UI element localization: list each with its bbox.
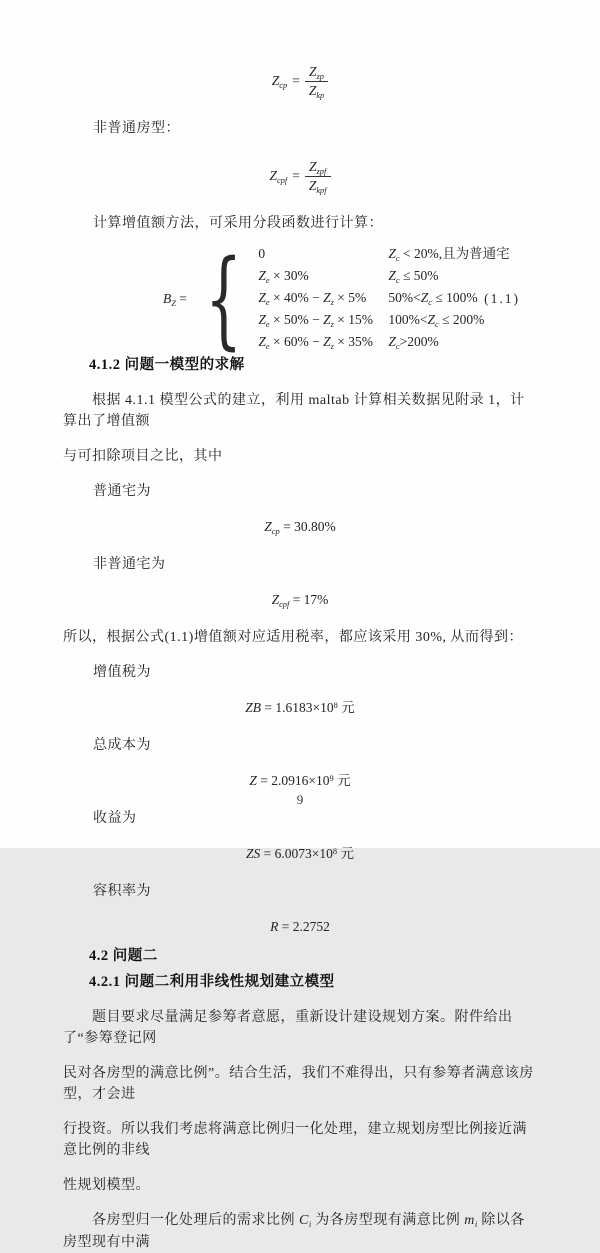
math-segment: × 30% — [269, 268, 309, 283]
math-segment: Z — [264, 519, 272, 534]
math-text — [245, 700, 354, 715]
math-segment: m — [464, 1213, 475, 1228]
math-segment: × 35% — [333, 334, 373, 349]
row-condition — [388, 266, 438, 288]
piecewise-row — [258, 244, 509, 266]
math-segment: ≤ 50% — [399, 268, 439, 283]
math-segment: >200% — [399, 334, 439, 349]
math-segment: ZS — [246, 846, 261, 861]
math-segment: c — [434, 320, 439, 330]
piecewise-equation: $B_Z$ = { 0 $Z_c < 20\%$,且为普通宅 $Z_e \times 30\%$ $Z_c \le 50\%$ $Z_e \times 40\% - Z_z \times 5\%$ $50\%<Z_c \le 100\%$ $Z_e \times 50\% - Z_z \times 15\%$ $100\%<Z_c \le 200\%$ $Z_e \times 60\% - Z_z \times 35\%$ $Z_c>200\%$ (1.1) — [163, 237, 520, 360]
math-segment: z — [330, 342, 334, 352]
math-segment: kp — [316, 90, 325, 100]
math-segment: Z — [271, 592, 280, 607]
piecewise-rows — [258, 244, 509, 354]
math-segment: = 1.6183×10 — [261, 700, 334, 715]
row-condition — [388, 288, 477, 310]
label-vat: 增值税为 — [93, 665, 151, 680]
math-text — [270, 919, 330, 934]
math-segment: 9 — [329, 774, 334, 784]
math-segment: c — [395, 254, 400, 264]
math-segment: Z — [271, 73, 280, 88]
math-segment: c — [395, 342, 400, 352]
math-segment: 100%< — [388, 312, 428, 327]
paragraph-421-line1: 题目要求尽量满足参筹者意愿，重新设计建设规划方案。附件给出了“参筹登记网 — [63, 1010, 513, 1046]
math-segment: Z — [308, 177, 317, 193]
math-segment: Z — [309, 63, 317, 79]
math-segment: × 50% − — [269, 312, 324, 327]
piecewise-row — [258, 332, 509, 354]
row-expression — [258, 288, 388, 310]
page-number: 9 — [296, 792, 304, 807]
label-total-cost: 总成本为 — [93, 738, 151, 753]
math-segment: × 40% − — [269, 290, 324, 305]
fraction-denominator — [305, 177, 331, 194]
heading-4-1-2: 4.1.2 问题一模型的求解 — [89, 357, 245, 373]
math-segment: = 2.2752 — [278, 919, 330, 934]
paragraph-412-line1: 根据 4.1.1 模型公式的建立，利用 maltab 计算相关数据见附录 1，计算出了增值额 — [63, 393, 525, 429]
piecewise-row — [258, 288, 509, 310]
math-segment: 8 — [332, 847, 338, 857]
formula-zs-value — [63, 843, 537, 867]
math-segment: cp — [279, 81, 288, 91]
formula-r-value — [63, 916, 537, 938]
math-segment: Z — [323, 334, 331, 349]
formula-zcpf-value — [63, 589, 537, 613]
math-segment: 除以各房型现有中满 — [63, 1213, 525, 1250]
formula-zb-value — [63, 697, 537, 721]
fraction-numerator — [305, 159, 331, 177]
math-segment: zp — [316, 71, 324, 81]
math-segment: cpf — [276, 176, 288, 186]
math-segment: × 15% — [333, 312, 373, 327]
equals-sign: = — [292, 73, 300, 88]
math-text — [271, 592, 329, 610]
math-text — [264, 519, 336, 537]
paragraph-421-line3: 行投资。所以我们考虑将满意比例归一化处理，建立规划房型比例接近满意比例的非线 — [63, 1122, 527, 1158]
formula-zcp-definition — [63, 58, 537, 104]
label-non-ordinary-type: 非普通房型： — [93, 121, 180, 136]
math-segment: Z — [258, 312, 266, 327]
label-non-ordinary-house: 非普通宅为 — [93, 557, 166, 572]
math-segment: zpf — [316, 166, 327, 176]
math-segment: Z — [269, 168, 277, 183]
paragraph-ci-line — [63, 1210, 537, 1253]
math-segment: e — [265, 320, 270, 330]
math-segment: Z — [323, 290, 331, 305]
math-segment: Z — [309, 158, 317, 174]
heading-4-2: 4.2 问题二 — [89, 948, 158, 964]
math-segment: = 6.0073×10 — [260, 846, 333, 861]
math-segment: Z — [420, 290, 429, 305]
math-segment: × 60% − — [269, 334, 324, 349]
math-lhs — [269, 168, 287, 184]
fraction-denominator — [305, 82, 328, 99]
math-segment: Z — [308, 82, 317, 98]
math-segment: 8 — [333, 701, 338, 711]
math-segment: × 5% — [333, 290, 367, 305]
equation — [269, 159, 330, 194]
math-segment: c — [428, 298, 432, 308]
math-segment: cp — [271, 527, 280, 537]
math-segment: e — [265, 342, 270, 352]
math-segment: 元 — [337, 700, 355, 715]
math-segment: Z — [388, 268, 396, 283]
math-segment: z — [330, 320, 334, 330]
paragraph-421-line2: 民对各房型的满意比例”。结合生活，我们不难得出，只有参筹者满意该房型，才会进 — [63, 1066, 534, 1102]
math-segment: 元 — [333, 773, 351, 788]
math-segment: Z — [427, 312, 435, 327]
equation-number: (1.1) — [484, 291, 520, 306]
fraction — [305, 159, 331, 194]
row-expression — [258, 310, 388, 332]
math-segment: Z — [258, 334, 266, 349]
math-segment: 0 — [258, 246, 266, 261]
math-text — [249, 773, 350, 788]
formula-zcp-value — [63, 516, 537, 540]
label-ordinary-house: 普通宅为 — [93, 484, 151, 499]
equals-sign: = — [292, 168, 300, 183]
conclusion-line: 所以，根据公式(1.1)增值额对应适用税率，都应该采用 30%, 从而得到： — [63, 630, 523, 645]
math-segment: 各房型归一化处理后的需求比例 — [92, 1213, 299, 1228]
formula-z-value — [63, 770, 537, 794]
piecewise-row — [258, 266, 509, 288]
fraction-numerator — [305, 64, 328, 82]
formula-zcpf-definition — [63, 153, 537, 199]
math-segment: i — [308, 1219, 312, 1230]
label-calc-method: 计算增值额方法，可采用分段函数进行计算： — [93, 216, 383, 231]
math-segment: Z — [258, 268, 266, 283]
math-segment: ZB — [245, 700, 262, 715]
label-revenue: 收益为 — [93, 811, 137, 826]
math-segment: < 20%,且为普通宅 — [399, 246, 510, 261]
math-segment: Z — [249, 773, 257, 788]
paragraph-412-line2: 与可扣除项目之比，其中 — [63, 449, 223, 464]
math-segment: Z — [323, 312, 331, 327]
row-condition — [388, 332, 438, 354]
row-expression — [258, 266, 388, 288]
math-segment: Z — [388, 334, 396, 349]
math-segment: C — [299, 1213, 309, 1228]
math-segment: e — [265, 276, 270, 286]
piecewise-lhs — [163, 291, 187, 307]
math-segment: = 30.80% — [279, 519, 336, 534]
math-segment: R — [270, 919, 279, 934]
math-segment: z — [330, 298, 334, 308]
row-condition — [388, 310, 484, 332]
row-expression — [258, 332, 388, 354]
math-text — [246, 846, 354, 861]
piecewise-row — [258, 310, 509, 332]
math-segment: B — [163, 291, 172, 306]
math-segment: c — [395, 276, 400, 286]
math-segment: Z — [388, 246, 396, 261]
math-segment: 元 — [337, 846, 354, 861]
row-condition — [388, 244, 509, 266]
equation — [272, 64, 328, 99]
fraction — [305, 64, 328, 99]
math-segment: 为各房型现有满意比例 — [311, 1213, 465, 1228]
math-segment: ≤ 200% — [438, 312, 485, 327]
math-segment: cpf — [279, 600, 290, 610]
heading-4-2-1: 4.2.1 问题二利用非线性规划建立模型 — [89, 974, 335, 990]
math-segment: Z — [171, 299, 176, 309]
math-segment: = 17% — [289, 592, 329, 607]
math-segment: i — [474, 1219, 478, 1230]
math-segment: ≤ 100% — [431, 290, 478, 305]
math-segment: = 2.0916×10 — [256, 773, 330, 788]
math-lhs — [272, 73, 287, 89]
row-expression — [258, 244, 388, 266]
math-segment: kpf — [316, 185, 327, 195]
math-segment: = — [175, 291, 187, 306]
math-segment: 50%< — [388, 290, 421, 305]
paragraph-421-line4: 性规划模型。 — [63, 1178, 150, 1193]
math-segment: Z — [258, 290, 266, 305]
label-plot-ratio: 容积率为 — [93, 884, 151, 899]
math-segment: e — [265, 298, 270, 308]
